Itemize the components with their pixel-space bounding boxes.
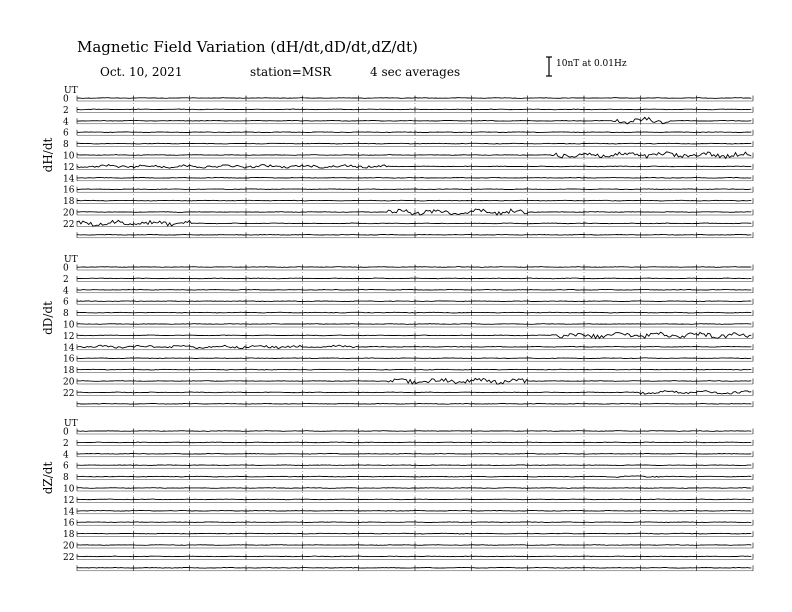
signal-trace [77, 312, 751, 313]
signal-trace [77, 465, 751, 466]
hour-tick-label: 4 [63, 450, 69, 461]
ut-axis-label: UT [64, 419, 78, 429]
hour-tick-label: 2 [63, 105, 69, 116]
signal-trace [77, 301, 751, 302]
signal-trace [77, 391, 751, 395]
hour-tick-label: 14 [63, 343, 75, 354]
signal-trace [77, 369, 751, 370]
signal-trace [77, 545, 751, 546]
signal-trace [77, 234, 751, 235]
observation-date: Oct. 10, 2021 [100, 65, 183, 79]
signal-trace [77, 209, 751, 215]
signal-trace [77, 220, 751, 226]
signal-trace [77, 278, 751, 279]
signal-trace [77, 200, 751, 201]
hour-tick-label: 22 [63, 388, 75, 399]
hour-tick-label: 20 [63, 541, 75, 552]
signal-trace [77, 431, 751, 432]
hour-tick-label: 20 [63, 377, 75, 388]
hour-tick-label: 4 [63, 286, 69, 297]
hour-tick-label: 2 [63, 274, 69, 285]
hour-tick-label: 10 [63, 484, 75, 495]
hour-tick-label: 6 [63, 461, 69, 472]
signal-trace [77, 152, 751, 159]
hour-tick-label: 10 [63, 151, 75, 162]
signal-trace [77, 378, 751, 384]
signal-trace [77, 522, 751, 523]
signal-trace [77, 533, 751, 534]
hour-tick-label: 2 [63, 438, 69, 449]
hour-tick-label: 14 [63, 507, 75, 518]
hour-tick-label: 20 [63, 208, 75, 219]
hour-tick-label: 16 [63, 185, 75, 196]
signal-trace [77, 289, 751, 290]
hour-tick-label: 4 [63, 117, 69, 128]
signal-trace [77, 453, 751, 454]
hour-tick-label: 0 [63, 263, 69, 274]
hour-tick-label: 6 [63, 128, 69, 139]
signal-trace [77, 132, 751, 133]
panel-ylabel: dZ/dt [41, 461, 55, 495]
signal-trace [77, 98, 751, 99]
signal-trace [77, 567, 751, 568]
signal-trace [77, 358, 751, 359]
signal-trace [77, 165, 751, 169]
signal-trace [77, 499, 751, 500]
hour-tick-label: 16 [63, 354, 75, 365]
signal-trace [77, 332, 751, 338]
panel-ylabel: dH/dt [41, 137, 55, 173]
signal-trace [77, 556, 751, 557]
signal-trace [77, 476, 751, 478]
signal-trace [77, 324, 751, 325]
panel-ylabel: dD/dt [41, 301, 55, 335]
signal-trace [77, 189, 751, 190]
hour-tick-label: 18 [63, 366, 75, 377]
signal-trace [77, 117, 751, 124]
ut-axis-label: UT [64, 86, 78, 96]
hour-tick-label: 0 [63, 427, 69, 438]
signal-trace [77, 267, 751, 268]
hour-tick-label: 8 [63, 309, 69, 320]
hour-tick-label: 16 [63, 518, 75, 529]
hour-tick-label: 22 [63, 219, 75, 230]
hour-tick-label: 12 [63, 331, 75, 342]
hour-tick-label: 18 [63, 197, 75, 208]
hour-tick-label: 12 [63, 495, 75, 506]
hour-tick-label: 22 [63, 552, 75, 563]
signal-trace [77, 403, 751, 404]
hour-tick-label: 18 [63, 530, 75, 541]
signal-trace [77, 442, 751, 443]
hour-tick-label: 8 [63, 140, 69, 151]
hour-tick-label: 0 [63, 94, 69, 105]
station-label: station=MSR [250, 65, 332, 79]
chart-title: Magnetic Field Variation (dH/dt,dD/dt,dZ/dt) [77, 38, 418, 56]
scale-bar-label: 10nT at 0.01Hz [556, 59, 627, 69]
hour-tick-label: 12 [63, 162, 75, 173]
signal-trace [77, 510, 751, 511]
signal-trace [77, 345, 751, 349]
signal-trace [77, 109, 751, 110]
hour-tick-label: 6 [63, 297, 69, 308]
signal-trace [77, 143, 751, 144]
hour-tick-label: 10 [63, 320, 75, 331]
ut-axis-label: UT [64, 255, 78, 265]
averaging-label: 4 sec averages [370, 65, 461, 79]
hour-tick-label: 14 [63, 174, 75, 185]
signal-trace [77, 177, 751, 178]
signal-trace [77, 488, 751, 489]
hour-tick-label: 8 [63, 473, 69, 484]
